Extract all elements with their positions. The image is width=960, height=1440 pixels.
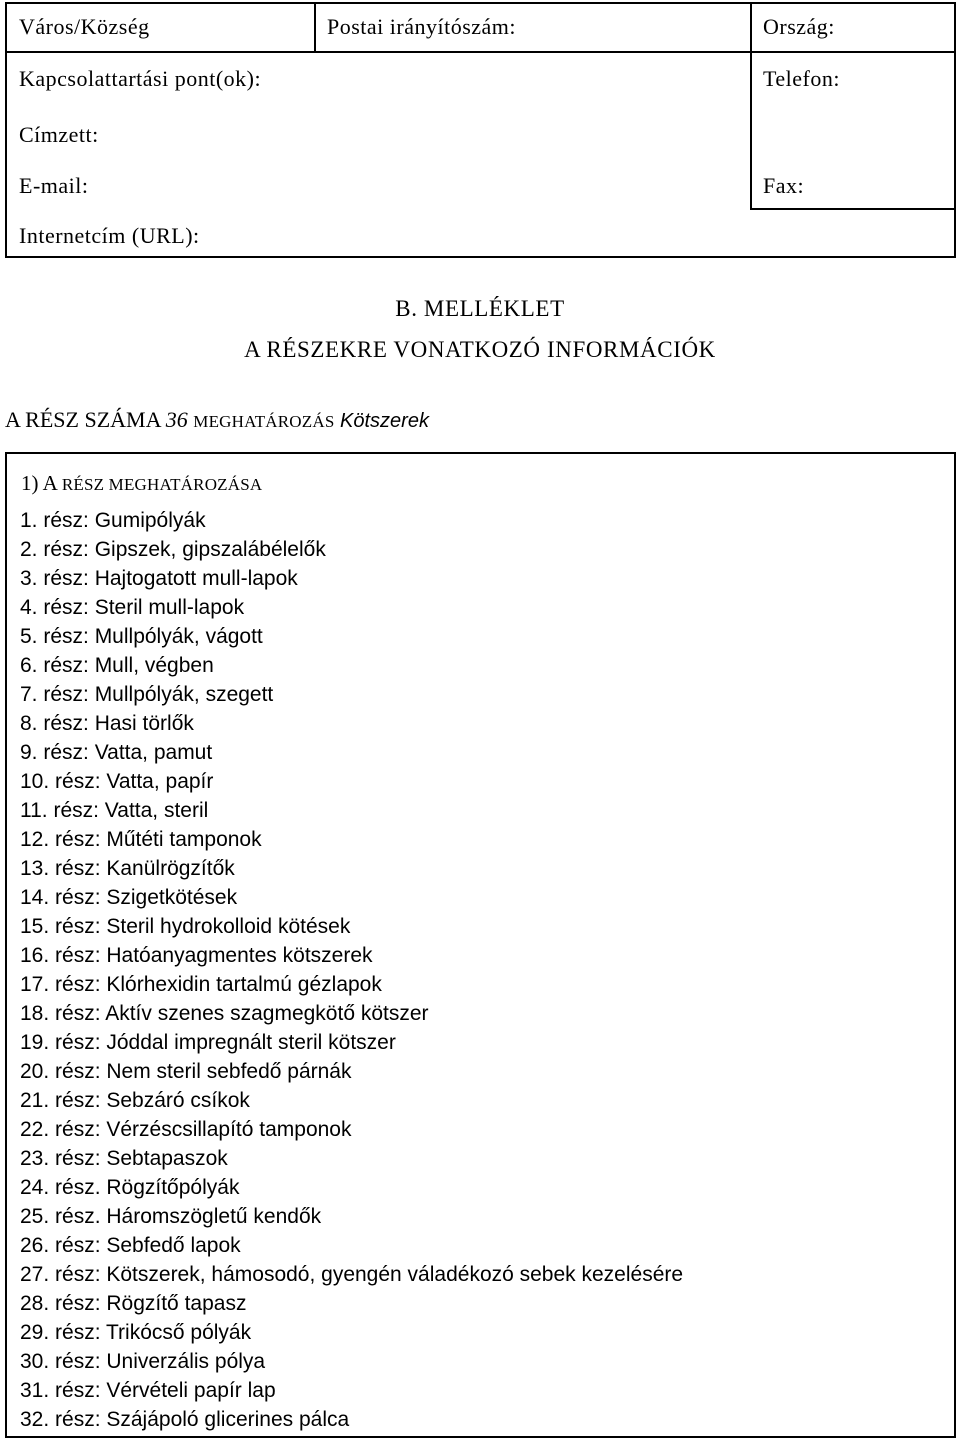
- list-item: 21. rész: Sebzáró csíkok: [20, 1089, 250, 1112]
- country-label: Ország:: [763, 14, 835, 39]
- part-number: 36: [165, 407, 188, 432]
- list-item: 4. rész: Steril mull-lapok: [20, 596, 245, 619]
- part-list: [20, 506, 683, 1434]
- list-item: 17. rész: Klórhexidin tartalmú gézlapok: [20, 973, 382, 996]
- list-item: 15. rész: Steril hydrokolloid kötések: [20, 915, 351, 938]
- list-item: 10. rész: Vatta, papír: [20, 770, 214, 793]
- section-prefix: 1) A: [21, 471, 57, 495]
- list-item: 13. rész: Kanülrögzítők: [20, 857, 235, 880]
- divider: [750, 208, 954, 210]
- list-item: 32. rész: Szájápoló glicerines pálca: [20, 1408, 350, 1431]
- list-item: 24. rész. Rögzítőpólyák: [20, 1176, 240, 1199]
- url-label: Internetcím (URL):: [19, 223, 200, 248]
- list-item: 7. rész: Mullpólyák, szegett: [20, 683, 274, 706]
- list-item: 22. rész: Vérzéscsillapító tamponok: [20, 1118, 352, 1141]
- list-item: 11. rész: Vatta, steril: [20, 799, 209, 822]
- city-label: Város/Község: [19, 14, 150, 39]
- part-header: [5, 407, 429, 433]
- list-item: 29. rész: Trikócső pólyák: [20, 1321, 252, 1344]
- annex-subtitle: A RÉSZEKRE VONATKOZÓ INFORMÁCIÓK: [244, 337, 716, 362]
- annex-title: B. MELLÉKLET: [395, 296, 565, 321]
- email-label: E-mail:: [19, 173, 89, 198]
- list-item: 3. rész: Hajtogatott mull-lapok: [20, 567, 298, 590]
- list-item: 14. rész: Szigetkötések: [20, 886, 238, 909]
- list-item: 28. rész: Rögzítő tapasz: [20, 1292, 247, 1315]
- contact-points-label: Kapcsolattartási pont(ok):: [19, 66, 262, 91]
- list-item: 23. rész: Sebtapaszok: [20, 1147, 228, 1170]
- fax-label: Fax:: [763, 173, 805, 198]
- section-title: [21, 471, 262, 496]
- list-item: 27. rész: Kötszerek, hámosodó, gyengén váladékozó sebek kezelésére: [20, 1263, 684, 1286]
- contact-table: [5, 2, 956, 258]
- list-item: 20. rész: Nem steril sebfedő párnák: [20, 1060, 352, 1083]
- divider: [314, 4, 316, 51]
- addressee-label: Címzett:: [19, 122, 99, 147]
- list-item: 6. rész: Mull, végben: [20, 654, 214, 677]
- section-title-text: RÉSZ MEGHATÁROZÁSA: [61, 475, 263, 494]
- phone-label: Telefon:: [763, 66, 840, 91]
- list-item: 19. rész: Jóddal impregnált steril kötszer: [20, 1031, 396, 1054]
- list-item: 2. rész: Gipszek, gipszalábélelők: [20, 538, 326, 561]
- list-item: 30. rész: Univerzális pólya: [20, 1350, 266, 1373]
- list-item: 16. rész: Hatóanyagmentes kötszerek: [20, 944, 373, 967]
- list-item: 31. rész: Vérvételi papír lap: [20, 1379, 276, 1402]
- list-item: 26. rész: Sebfedő lapok: [20, 1234, 241, 1257]
- parts-box: [5, 452, 956, 1438]
- list-item: 25. rész. Háromszögletű kendők: [20, 1205, 322, 1228]
- list-item: 8. rész: Hasi törlők: [20, 712, 194, 735]
- part-name: Kötszerek: [340, 410, 429, 432]
- divider: [750, 4, 752, 210]
- part-number-prefix: A RÉSZ SZÁMA: [5, 407, 161, 432]
- list-item: 1. rész: Gumipólyák: [20, 509, 206, 532]
- divider: [7, 51, 954, 53]
- list-item: 9. rész: Vatta, pamut: [20, 741, 213, 764]
- definition-label: MEGHATÁROZÁS: [193, 412, 335, 431]
- list-item: 12. rész: Műtéti tamponok: [20, 828, 262, 851]
- list-item: 5. rész: Mullpólyák, vágott: [20, 625, 263, 648]
- list-item: 18. rész: Aktív szenes szagmegkötő kötszer: [20, 1002, 429, 1025]
- postal-code-label: Postai irányítószám:: [327, 14, 517, 39]
